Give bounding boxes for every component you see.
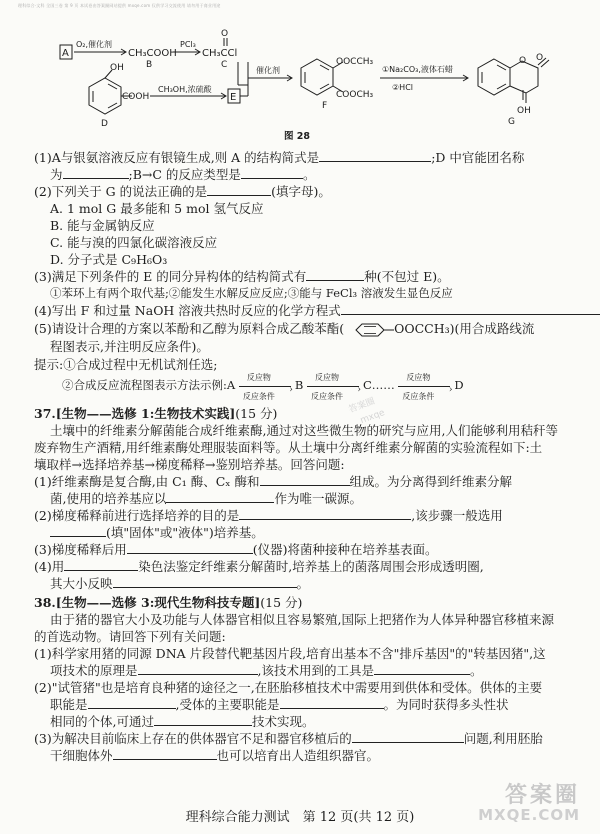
q36-3-conditions: ①苯环上有两个取代基;②能发生水解反应反应;③能与 FeCl₃ 溶液发生显色反应 [50,286,453,300]
watermark-logo [480,778,590,828]
q36-4: (4)写出 F 和过量 NaOH 溶液共热时反应的化学方程式 [34,302,600,319]
header-note: 理科综合·文科 全国三卷 第 9 页 本试卷由答案圈网站提供 mxqe.com 仅供学习交流使用 请勿用于商业用途 [18,3,221,8]
q37-1-line2: 菌,使用的培养基应以 作为唯一碳源。 [50,491,362,506]
reagent-step1: ①Na₂CO₃,液体石蜡 [382,65,453,74]
label-e: E [230,92,237,103]
benzene-ring-d [89,78,121,114]
answer-blank[interactable] [113,747,217,760]
q38-3-line1: (3)为解决目前临床上存在的供体器官不足和器官移植后的 问题,利用胚胎 [34,731,543,746]
q38-2-line3: 相同的个体,可通过 技术实现。 [50,714,315,729]
answer-blank[interactable] [166,490,274,503]
watermark-logo-text: 答案圈 [504,783,580,808]
answer-blank[interactable] [113,575,297,588]
q37-2-line1: (2)梯度稀释前进行选择培养的目的是 ,该步骤一般选用 [34,508,503,523]
formula-f-cooch3: COOCH₃ [336,90,374,100]
formula-f-ester: OOCCH₃ [336,57,374,67]
benzene-ring-g [478,59,510,95]
flow-arrow: 反应物 › 反应条件 [307,379,363,393]
flow-arrow: 反应物 › 反应条件 [239,379,295,393]
answer-blank[interactable] [154,713,252,726]
answer-blank[interactable] [64,558,138,571]
page-footer: 理科综合能力测试 第 12 页(共 12 页) [185,810,415,825]
answer-blank[interactable] [88,696,176,709]
answer-blank[interactable] [127,541,253,554]
answer-blank[interactable] [260,473,350,486]
label-a: A [62,48,69,59]
q37-1-line1: (1)纤维素酶是复合酶,由 C₁ 酶、Cₓ 酶和 组成。为分离得到纤维素分解 [34,474,513,489]
reagent-a-b: O₂,催化剂 [76,40,113,49]
answer-blank[interactable] [341,302,600,315]
q36-hint1: 提示:①合成过程中无机试剂任选; [34,357,218,372]
q37-4-line2: 其大小反映 。 [50,576,310,591]
figure-caption: 图 28 [284,131,311,142]
q38-1-line1: (1)科学家用猪的同源 DNA 片段替代靶基因片段,培育出基本不含"排斥基因"的"转基因猪",这 [34,646,546,661]
label-c: C [221,60,228,70]
q36-5-line2: 程图表示,并注明反应条件)。 [50,339,209,354]
watermark-mid: mxqe [359,407,387,427]
label-f: F [322,101,328,111]
q36-option-d: D. 分子式是 C₉H₆O₃ [50,252,168,267]
q37-4-line1: (4)用 染色法鉴定纤维素分解菌时,培养基上的菌落周围会形成透明圈, [34,559,484,574]
answer-blank[interactable] [63,166,129,179]
flow-arrow: 反应物 › 反应条件 [398,379,454,393]
q37-paragraph: 土壤中的纤维素分解菌能合成纤维素酶,通过对这些微生物的研究与应用,人们能够利用秸秆等 [50,423,558,438]
q37-3: (3)梯度稀释后用 (仪器)将菌种接种在培养基表面。 [34,542,438,557]
q38-2-line2: 职能是 ,受体的主要职能是 。为同时获得多头性状 [50,697,509,712]
reagent-pcl3: PCl₃ [180,40,196,49]
q36-5-line1: (5)请设计合理的方案以苯酚和乙醇为原料合成乙酸苯酯( OOCCH₃)(用合成路线流 [34,321,535,336]
reagent-d-e: CH₃OH,浓硫酸 [158,85,212,94]
formula-c: CH₃CCl [202,48,238,59]
benzene-ring-inline-icon [348,322,394,338]
q36-1-line1: (1)A与银氨溶液反应有银镜生成,则 A 的结构简式是 ;D 中官能团名称 [34,150,525,165]
reagent-to-f: 催化剂 [256,66,280,75]
answer-blank[interactable] [207,183,271,196]
watermark-site-text: MXQE.COM [478,806,580,824]
formula-d-cooh: COOH [122,92,150,102]
answer-blank[interactable] [352,730,464,743]
label-b: B [146,60,153,70]
q36-option-c: C. 能与溴的四氯化碳溶液反应 [50,235,218,250]
answer-blank[interactable] [374,662,470,675]
q37-title: 37.[生物——选修 1:生物技术实践](15 分) [34,406,278,421]
formula-g-oh: OH [517,106,531,116]
formula-c-oxygen: O [221,29,229,39]
formula-g-ring-o: O [519,56,527,66]
q36-option-a: A. 1 mol G 最多能和 5 mol 氢气反应 [50,201,264,216]
reagent-step2: ②HCl [392,83,413,92]
q38-paragraph: 由于猪的器官大小及功能与人体器官相似且容易繁殖,国际上把猪作为人体异种器官移植来源 [50,612,554,627]
label-g: G [508,117,515,127]
answer-blank[interactable] [280,696,384,709]
watermark-mid: 答案圈 [347,396,377,416]
q37-2-line2: (填"固体"或"液体")培养基。 [50,524,264,541]
q37-paragraph: 废弃物生产酒精,用纤维素酶处理服装面料等。从土壤中分离纤维素分解菌的实验流程如下:土 [34,440,543,455]
answer-blank[interactable] [239,507,411,520]
label-d: D [101,119,108,129]
q36-3: (3)满足下列条件的 E 的同分异构体的结构简式有 种(不包过 E)。 [34,269,450,284]
answer-blank[interactable] [138,662,258,675]
formula-b: CH₃COOH [128,48,177,59]
answer-blank[interactable] [241,166,303,179]
q36-1-line2: 为 ;B→C 的反应类型是 。 [50,167,316,182]
q38-2-line1: (2)"试管猪"也是培育良种猪的途径之一,在胚胎移植技术中需要用到供体和受体。供体的主要 [34,680,543,695]
q36-hint2: ②合成反应流程图表示方法示例:A 反应物 › 反应条件 B 反应物 › 反应条件 C…… 反应物 › 反应条件 D [62,373,464,401]
q37-paragraph: 壤取样→选择培养基→梯度稀释→鉴别培养基。回答问题: [34,457,345,472]
q38-paragraph: 的首选动物。请回答下列有关问题: [34,629,226,644]
formula-d-oh: OH [110,63,124,73]
q38-1-line2: 项技术的原理是 ,该技术用到的工具是 。 [50,663,483,678]
q36-2: (2)下列关于 G 的说法正确的是 (填字母)。 [34,184,331,199]
q36-option-b: B. 能与金属钠反应 [50,218,155,233]
q38-3-line2: 干细胞体外 也可以培育出人造组织器官。 [50,748,380,763]
q38-title: 38.[生物——选修 3:现代生物科技专题](15 分) [34,595,303,610]
answer-blank[interactable] [319,149,431,162]
formula-g-carbonyl-o: O [536,53,544,63]
benzene-ring-f [301,59,333,95]
answer-blank[interactable] [50,524,106,537]
answer-blank[interactable] [306,268,364,281]
